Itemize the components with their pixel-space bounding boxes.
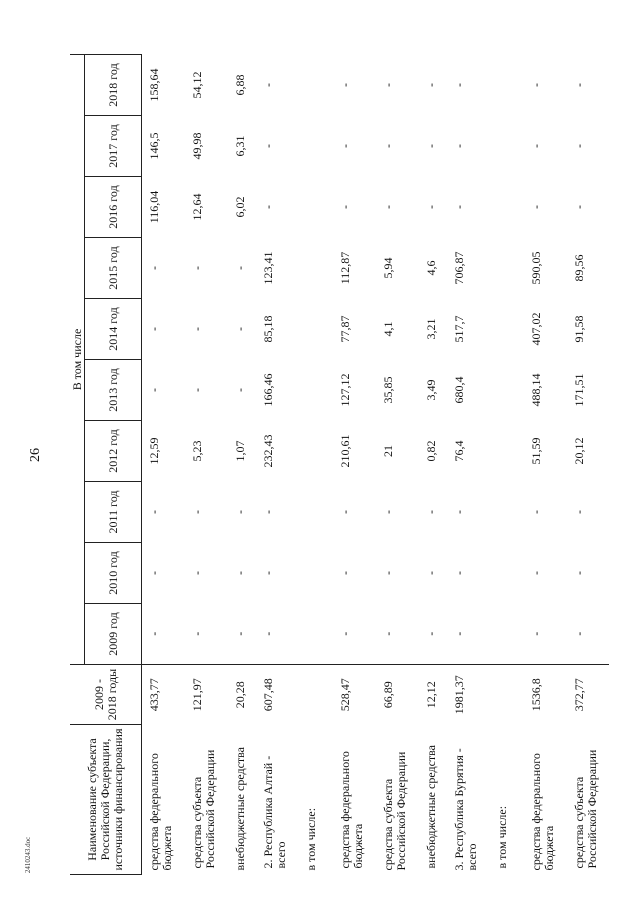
row-value: 158,64 <box>147 68 161 102</box>
row-value: - <box>423 144 438 148</box>
row-value: 171,51 <box>571 373 586 407</box>
row-value: 0,82 <box>423 440 438 462</box>
header-year: 2009 год <box>85 604 142 665</box>
row-value: 146,5 <box>147 132 161 160</box>
row-value: 12,59 <box>147 437 161 465</box>
row-value: - <box>451 205 466 209</box>
row-value <box>299 177 333 238</box>
row-value: - <box>147 571 161 575</box>
row-total <box>490 665 524 725</box>
row-value: - <box>451 510 466 514</box>
row-total: 66,89 <box>376 665 419 725</box>
row-total: 528,47 <box>333 665 376 725</box>
row-value: 3,49 <box>423 379 438 401</box>
table-row <box>447 55 490 875</box>
row-value: 6,88 <box>232 74 247 96</box>
row-value: 116,04 <box>147 190 161 224</box>
row-value: 89,56 <box>571 254 586 282</box>
row-name: средства федерального бюджета <box>337 751 365 869</box>
row-value: 21 <box>380 445 395 457</box>
row-name: средства субъекта Российской Федерации <box>571 749 599 869</box>
table-row <box>299 55 333 875</box>
table-row <box>228 55 256 875</box>
row-value: - <box>380 83 395 87</box>
row-value: - <box>423 83 438 87</box>
rotated-page-content <box>69 55 599 875</box>
row-value: 4,1 <box>380 321 395 337</box>
row-name: средства субъекта Российской Федерации <box>380 751 408 871</box>
table-row <box>567 55 609 875</box>
row-value <box>490 604 524 665</box>
row-value: - <box>147 631 161 636</box>
row-value: 85,18 <box>260 315 275 343</box>
row-value: 6,31 <box>232 135 247 157</box>
row-total: 433,77 <box>142 665 185 725</box>
row-value: - <box>260 205 275 209</box>
header-year: 2018 год <box>85 55 142 116</box>
header-year: 2012 год <box>85 421 142 482</box>
row-name: в том числе: <box>494 805 509 869</box>
row-value: - <box>232 388 247 392</box>
row-value: - <box>337 83 352 87</box>
row-value <box>299 421 333 482</box>
row-value: - <box>147 388 161 392</box>
row-name: внебюджетные средства <box>232 747 247 871</box>
row-value <box>299 238 333 299</box>
row-value: - <box>528 571 543 575</box>
header-year: 2010 год <box>85 543 142 604</box>
page-number: 26 <box>28 448 43 462</box>
row-value: 5,94 <box>380 257 395 279</box>
row-value: - <box>337 571 352 575</box>
row-value: - <box>260 631 275 636</box>
row-value: 706,87 <box>451 251 466 285</box>
financing-table <box>70 54 609 875</box>
row-value: 1,07 <box>232 440 247 462</box>
row-value: - <box>189 388 204 392</box>
row-value: - <box>451 144 466 148</box>
row-value: - <box>528 144 543 148</box>
row-total: 607,48 <box>256 665 299 725</box>
row-value: - <box>260 83 275 87</box>
table-row <box>185 55 228 875</box>
table-row <box>419 55 447 875</box>
row-value: - <box>380 144 395 148</box>
row-value: - <box>232 510 247 514</box>
header-year: 2015 год <box>85 238 142 299</box>
row-value: 590,05 <box>528 251 543 285</box>
row-value: - <box>423 510 438 514</box>
table-row <box>490 55 524 875</box>
row-value: 407,02 <box>528 312 543 346</box>
table-row <box>376 55 419 875</box>
row-value: - <box>189 327 204 331</box>
row-value: 49,98 <box>189 132 204 160</box>
row-value <box>299 360 333 421</box>
header-year: 2017 год <box>85 116 142 177</box>
row-value: - <box>337 631 352 636</box>
row-value <box>299 116 333 177</box>
row-total: 1981,37 <box>447 665 490 725</box>
row-value: 4,6 <box>423 260 438 276</box>
row-value: 488,14 <box>528 373 543 407</box>
row-value <box>299 299 333 360</box>
row-value: - <box>423 631 438 636</box>
row-value <box>490 482 524 543</box>
row-total: 121,97 <box>185 665 228 725</box>
row-value: 3,21 <box>423 318 438 340</box>
row-value: - <box>380 631 395 636</box>
row-value: - <box>260 510 275 514</box>
header-year: 2014 год <box>85 299 142 360</box>
row-value: 51,59 <box>528 437 543 465</box>
row-value: - <box>451 571 466 575</box>
row-total <box>299 665 333 725</box>
header-year: 2011 год <box>85 482 142 543</box>
row-value: - <box>232 571 247 575</box>
row-value <box>299 482 333 543</box>
row-value: 127,12 <box>337 373 352 407</box>
row-value: - <box>528 510 543 514</box>
row-value: - <box>260 571 275 575</box>
row-value: 5,23 <box>189 440 204 462</box>
row-value: 210,61 <box>337 434 352 468</box>
row-value: - <box>147 266 161 270</box>
row-value <box>490 177 524 238</box>
header-year: 2013 год <box>85 360 142 421</box>
row-value: 112,87 <box>337 251 352 285</box>
row-value: 680,4 <box>451 376 466 404</box>
row-value: - <box>571 205 586 209</box>
row-value: - <box>189 571 204 575</box>
row-value <box>490 421 524 482</box>
row-value: - <box>528 631 543 636</box>
row-value: - <box>571 571 586 575</box>
table-row <box>524 55 567 875</box>
row-value <box>490 360 524 421</box>
row-value: 54,12 <box>189 71 204 99</box>
row-name: в том числе: <box>303 807 318 871</box>
row-value: - <box>380 571 395 575</box>
document-id: 2410243.doc <box>24 836 32 874</box>
row-value: - <box>337 205 352 209</box>
row-value: - <box>260 144 275 148</box>
row-value: 232,43 <box>260 434 275 468</box>
row-value: - <box>232 266 247 270</box>
row-name: средства федерального бюджета <box>528 753 556 871</box>
row-value: - <box>232 327 247 331</box>
row-name: 2. Республика Алтай - всего <box>260 755 288 869</box>
row-name: средства федерального бюджета <box>147 753 174 871</box>
row-value: 35,85 <box>380 376 395 404</box>
row-value: - <box>380 205 395 209</box>
row-name: средства субъекта Российской Федерации <box>189 749 217 869</box>
table-row <box>256 55 299 875</box>
row-value <box>299 55 333 116</box>
header-name-column: Наименование субъекта Российской Федерации, источники финансирования <box>70 725 142 875</box>
table-row <box>333 55 376 875</box>
table-row <box>142 55 185 875</box>
row-value: - <box>571 510 586 514</box>
row-value <box>299 543 333 604</box>
row-value: - <box>189 510 204 514</box>
row-total: 20,28 <box>228 665 256 725</box>
row-value <box>490 543 524 604</box>
row-value <box>490 116 524 177</box>
header-year: 2016 год <box>85 177 142 238</box>
row-value <box>490 55 524 116</box>
row-value <box>490 299 524 360</box>
row-value: 6,02 <box>232 196 247 218</box>
row-value: - <box>337 144 352 148</box>
row-total: 1536,8 <box>524 665 567 725</box>
row-value: 20,12 <box>571 437 586 465</box>
row-value: - <box>232 631 247 636</box>
row-value: - <box>189 631 204 636</box>
row-value: 76,4 <box>451 440 466 462</box>
row-value: 91,58 <box>571 315 586 343</box>
row-value: 517,7 <box>451 315 466 343</box>
row-value: - <box>423 571 438 575</box>
row-value <box>490 238 524 299</box>
header-group: В том числе <box>70 55 85 665</box>
row-name: внебюджетные средства <box>423 745 438 869</box>
row-value: - <box>147 327 161 331</box>
row-value: - <box>571 83 586 87</box>
row-value: - <box>337 510 352 514</box>
row-value <box>299 604 333 665</box>
row-value: - <box>189 266 204 270</box>
row-value: 77,87 <box>337 315 352 343</box>
row-value: - <box>528 83 543 87</box>
row-value: - <box>571 631 586 636</box>
row-value: - <box>451 83 466 87</box>
row-name: 3. Республика Бурятия - всего <box>451 748 479 871</box>
row-value: - <box>451 631 466 636</box>
row-value: - <box>571 144 586 148</box>
row-value: - <box>380 510 395 514</box>
row-value: 12,64 <box>189 193 204 221</box>
row-value: 166,46 <box>260 373 275 407</box>
table-header <box>70 55 142 875</box>
table-body <box>142 55 609 875</box>
row-value: - <box>147 510 161 514</box>
row-total: 372,77 <box>567 665 609 725</box>
header-total-column: 2009 - 2018 годы <box>70 665 142 725</box>
row-value: - <box>528 205 543 209</box>
row-total: 12,12 <box>419 665 447 725</box>
row-value: 123,41 <box>260 251 275 285</box>
row-value: - <box>423 205 438 209</box>
